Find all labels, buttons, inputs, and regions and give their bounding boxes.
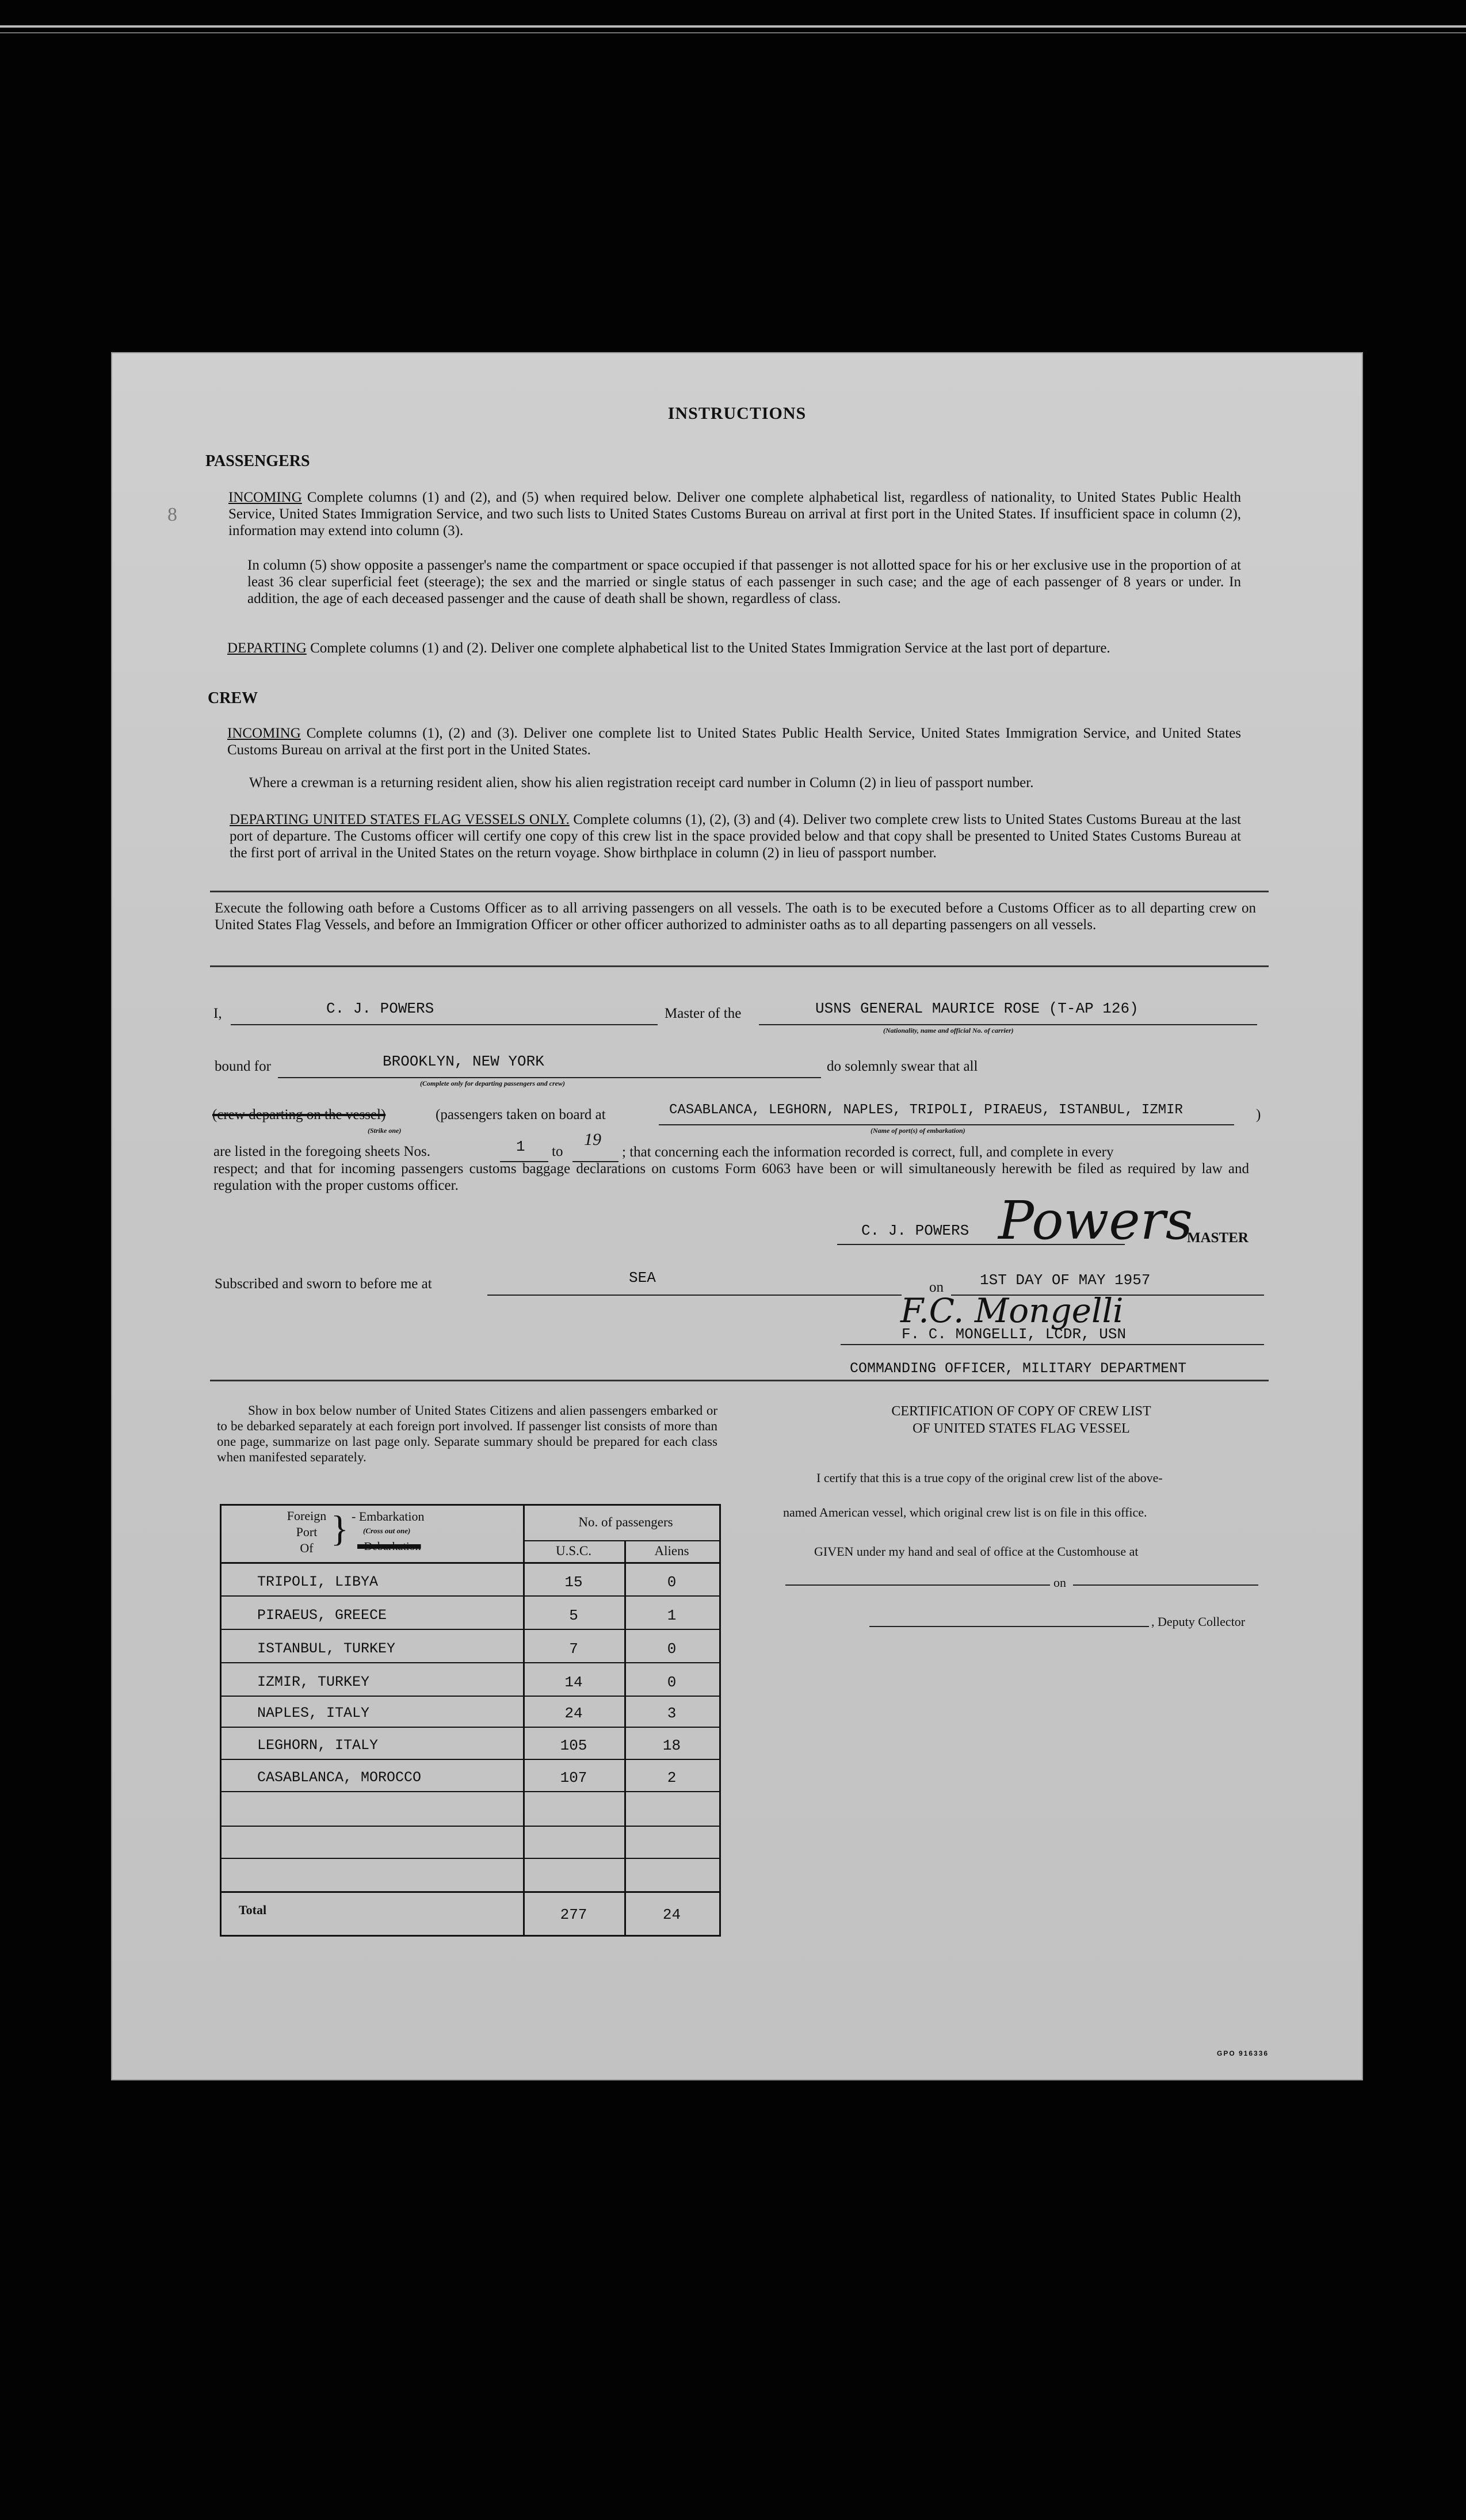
certification-text-line2: named American vessel, which original crew list is on file in this office. — [783, 1505, 1147, 1519]
oath-rest-line1: ; that concerning each the information recorded is correct, full, and complete in every — [622, 1144, 1114, 1160]
officer-name: F. C. MONGELLI, LCDR, USN — [902, 1326, 1127, 1343]
passenger-summary-table — [220, 1504, 721, 1937]
officer-name-line — [841, 1344, 1264, 1345]
signature-typed-name: C. J. POWERS — [861, 1222, 969, 1239]
total-rule — [222, 1891, 719, 1893]
table-row-aliens: 0 — [667, 1574, 677, 1591]
sworn-on-label: on — [929, 1280, 944, 1295]
officer-signature: F.C. Mongelli — [900, 1291, 1124, 1330]
sheet-from: 1 — [516, 1138, 525, 1155]
col-crossout-caption: (Cross out one) — [363, 1526, 411, 1535]
table-row-usc: 24 — [564, 1705, 583, 1722]
row-divider — [222, 1759, 719, 1760]
col-count-header: No. of passengers — [578, 1515, 673, 1529]
table-row-port: PIRAEUS, GREECE — [257, 1607, 387, 1624]
crew-heading: CREW — [208, 689, 258, 707]
ports-caption: (Name of port(s) of embarkation) — [871, 1127, 965, 1135]
passengers-column5-paragraph: In column (5) show opposite a passenger's name the compartment or space occupied if that passenger is not allotted space for his or her exclusive use in the proportion of at least 36 clear superficial feet (steerage); the sex and the married or single status of each passenger in such case; and the age of each passenger of 8 years or under. In addition, the age of each deceased passenger and the cause of death shall be shown, regardless of class. — [247, 558, 1241, 606]
vessel-line — [759, 1024, 1257, 1025]
destination: BROOKLYN, NEW YORK — [383, 1053, 544, 1070]
certification-title — [774, 1403, 1269, 1437]
deputy-collector-label: , Deputy Collector — [1151, 1614, 1246, 1629]
embarkation-ports: CASABLANCA, LEGHORN, NAPLES, TRIPOLI, PIRAEUS, ISTANBUL, IZMIR — [669, 1102, 1183, 1118]
row-divider — [222, 1629, 719, 1630]
passengers-incoming-text: Complete columns (1) and (2), and (5) when required below. Deliver one complete alphabetical list, regardless of nationality, to United States Public Health Service, United States Immigration Service, and two such lists to United States Customs Bureau on arrival at first port in the United States. If insufficient space in column (2), information may extend into column (3). — [228, 490, 1241, 539]
total-aliens: 24 — [662, 1906, 681, 1923]
destination-line — [278, 1077, 821, 1078]
table-row-aliens: 3 — [667, 1705, 677, 1722]
row-divider — [222, 1826, 719, 1827]
customhouse-line — [785, 1584, 1050, 1586]
certification-title-line1: CERTIFICATION OF COPY OF CREW LIST — [891, 1404, 1151, 1419]
listed-label: are listed in the foregoing sheets Nos. — [213, 1144, 430, 1159]
master-signature: Powers — [998, 1190, 1193, 1251]
row-divider — [222, 1858, 719, 1859]
crew-resident-paragraph: Where a crewman is a returning resident alien, show his alien registration receipt card number in Column (2) in lieu of passport number. — [249, 775, 1034, 791]
table-row-port: CASABLANCA, MOROCCO — [257, 1769, 422, 1786]
sworn-place-line — [487, 1295, 902, 1296]
col-embarkation: - Embarkation — [352, 1509, 425, 1524]
master-name: C. J. POWERS — [326, 1000, 434, 1017]
ports-line — [659, 1124, 1234, 1125]
table-row-port: TRIPOLI, LIBYA — [257, 1574, 379, 1590]
table-row-port: NAPLES, ITALY — [257, 1705, 370, 1721]
oath-i-label: I, — [213, 1006, 222, 1021]
col-port-header — [284, 1508, 330, 1556]
brace-glyph: } — [331, 1508, 349, 1549]
master-name-line — [231, 1024, 658, 1025]
oath-instructions: Execute the following oath before a Customs Officer as to all arriving passengers on all vessels. The oath is to be executed before a Customs Officer as to all departing crew on United States Flag Vessels, and before an Immigration Officer or other officer authorized to administer oaths as to all departing passengers on all vessels. — [215, 900, 1256, 933]
passengers-incoming-paragraph — [228, 489, 1241, 539]
table-row-usc: 105 — [560, 1737, 587, 1754]
crew-departing-text: Complete columns (1), (2), (3) and (4). Deliver two complete crew lists to United States Customs Bureau at the last port of departure. The Customs officer will certify one copy of this crew list in the space provided below and that copy shall be presented to United States Customs Bureau at the first port of arrival in the United States on the return voyage. Show birthplace in column (2) in lieu of passport number. — [230, 812, 1241, 861]
film-edge-line — [0, 25, 1466, 28]
crew-departing-label: DEPARTING UNITED STATES FLAG VESSELS ONLY. — [230, 812, 570, 827]
certification-date-line — [1073, 1584, 1258, 1586]
total-label: Total — [239, 1903, 267, 1917]
col-debarkation-struck: - Debarkation — [357, 1540, 421, 1553]
table-row-aliens: 1 — [667, 1607, 677, 1624]
certification-given-text: GIVEN under my hand and seal of office at the Customhouse at — [814, 1544, 1139, 1559]
master-word: MASTER — [1187, 1230, 1249, 1246]
struck-crew-option: (crew departing on the vessel) — [212, 1107, 386, 1122]
sheet-to: 19 — [584, 1130, 601, 1149]
row-divider — [222, 1791, 719, 1792]
crew-incoming-paragraph — [227, 725, 1241, 758]
table-row-aliens: 18 — [662, 1737, 681, 1754]
vessel-name: USNS GENERAL MAURICE ROSE (T-AP 126) — [815, 1000, 1139, 1017]
bound-for-label: bound for — [215, 1059, 271, 1074]
destination-caption: (Complete only for departing passengers and crew) — [420, 1079, 565, 1087]
row-divider — [222, 1696, 719, 1697]
row-divider — [222, 1727, 719, 1728]
sworn-place: SEA — [629, 1269, 656, 1286]
table-row-usc: 107 — [560, 1769, 587, 1786]
passengers-heading: PASSENGERS — [205, 452, 310, 470]
divider — [210, 891, 1269, 892]
table-row-usc: 15 — [564, 1574, 583, 1591]
header-divider — [523, 1540, 719, 1541]
passengers-departing-text: Complete columns (1) and (2). Deliver one complete alphabetical list to the United States Immigration Service at the last port of departure. — [310, 640, 1110, 656]
footer-print-code: GPO 916336 — [1217, 2049, 1269, 2057]
table-row-port: IZMIR, TURKEY — [257, 1674, 370, 1690]
col-port-line3: Of — [300, 1541, 314, 1555]
table-row-usc: 7 — [569, 1640, 578, 1658]
officer-title: COMMANDING OFFICER, MILITARY DEPARTMENT — [850, 1360, 1187, 1377]
col-usc-header: U.S.C. — [556, 1544, 591, 1558]
table-row-usc: 5 — [569, 1607, 578, 1624]
passengers-taken-label: (passengers taken on board at — [436, 1107, 606, 1122]
certification-text-line1: I certify that this is a true copy of the original crew list of the above- — [816, 1471, 1163, 1485]
col-port-line2: Port — [296, 1525, 318, 1539]
col-aliens-header: Aliens — [654, 1544, 689, 1558]
oath-rest-text: respect; and that for incoming passengers customs baggage declarations on customs Form 6063 have been or will simultaneously herewith be filed as required by law and regulation with the proper customs officer. — [213, 1161, 1249, 1193]
film-edge-line-secondary — [0, 32, 1466, 33]
table-row-aliens: 0 — [667, 1640, 677, 1658]
passengers-departing-label: DEPARTING — [227, 640, 307, 656]
margin-mark: 8 — [167, 504, 177, 525]
document-page — [111, 352, 1363, 2080]
certification-on-label: on — [1053, 1575, 1066, 1590]
total-usc: 277 — [560, 1906, 587, 1923]
divider — [210, 965, 1269, 967]
page-title: INSTRUCTIONS — [667, 404, 807, 423]
master-of-label: Master of the — [665, 1006, 742, 1021]
certification-title-line2: OF UNITED STATES FLAG VESSEL — [913, 1421, 1130, 1436]
summary-instructions: Show in box below number of United States Citizens and alien passengers embarked or to be debarked separately at each foreign port involved. If passenger list consists of more than one page, summarize on last page only. Separate summary should be prepared for each class when manifested separately. — [217, 1403, 717, 1464]
col-port-line1: Foreign — [287, 1509, 327, 1523]
header-bottom-rule — [222, 1562, 719, 1564]
passengers-departing-paragraph — [227, 640, 1241, 656]
vessel-caption: (Nationality, name and official No. of carrier) — [883, 1026, 1014, 1034]
crew-incoming-text: Complete columns (1), (2) and (3). Deliver one complete list to United States Public Health Service, United States Immigration Service, and United States Customs Bureau on arrival at the first port in the United States. — [227, 726, 1241, 758]
swear-label: do solemnly swear that all — [827, 1059, 978, 1074]
passengers-incoming-label: INCOMING — [228, 490, 302, 505]
table-row-port: LEGHORN, ITALY — [257, 1737, 379, 1754]
table-row-usc: 14 — [564, 1674, 583, 1691]
strike-caption: (Strike one) — [368, 1127, 402, 1135]
table-row-aliens: 0 — [667, 1674, 677, 1691]
crew-departing-paragraph — [230, 811, 1241, 861]
to-label: to — [552, 1144, 563, 1159]
deputy-collector-line — [869, 1626, 1149, 1627]
row-divider — [222, 1662, 719, 1663]
row-divider — [222, 1595, 719, 1597]
crew-incoming-label: INCOMING — [227, 726, 301, 741]
table-row-port: ISTANBUL, TURKEY — [257, 1640, 396, 1657]
sworn-date: 1ST DAY OF MAY 1957 — [980, 1272, 1151, 1289]
table-row-aliens: 2 — [667, 1769, 677, 1786]
subscribed-label: Subscribed and sworn to before me at — [215, 1276, 432, 1292]
close-paren: ) — [1256, 1107, 1261, 1122]
divider — [210, 1380, 1269, 1381]
